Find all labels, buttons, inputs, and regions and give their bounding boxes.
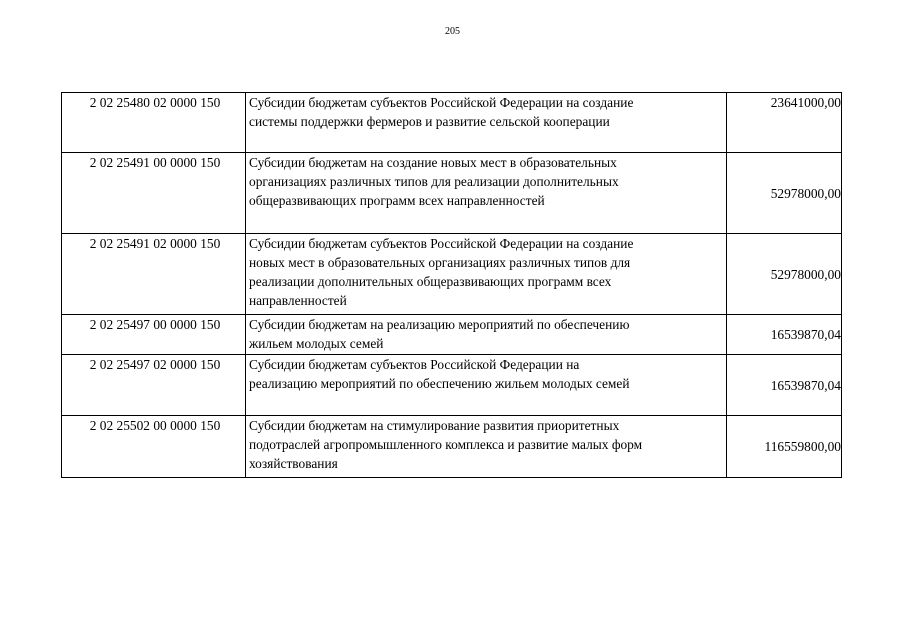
- description-line: Субсидии бюджетам субъектов Российской Федерации на создание: [249, 236, 634, 251]
- description-cell: [246, 355, 727, 416]
- description-line: Субсидии бюджетам субъектов Российской Федерации на создание: [249, 95, 634, 110]
- description-line: хозяйствования: [249, 456, 338, 471]
- table-row: [62, 153, 842, 234]
- budget-code-cell: 2 02 25491 02 0000 150: [62, 234, 246, 315]
- amount-cell: 16539870,04: [727, 355, 842, 416]
- budget-revenue-table: [61, 92, 842, 478]
- description-line: системы поддержки фермеров и развитие сельской кооперации: [249, 114, 610, 129]
- amount-cell: 16539870,04: [727, 315, 842, 355]
- table-row: [62, 315, 842, 355]
- description-cell: [246, 315, 727, 355]
- budget-code-cell: 2 02 25497 00 0000 150: [62, 315, 246, 355]
- budget-code-cell: 2 02 25497 02 0000 150: [62, 355, 246, 416]
- table-row: [62, 355, 842, 416]
- description-line: Субсидии бюджетам на создание новых мест в образовательных: [249, 155, 617, 170]
- description-line: подотраслей агропромышленного комплекса и развитие малых форм: [249, 437, 643, 452]
- description-line: организациях различных типов для реализации дополнительных: [249, 174, 619, 189]
- amount-cell: 116559800,00: [727, 416, 842, 478]
- table-row: [62, 416, 842, 478]
- description-cell: [246, 416, 727, 478]
- table-row: [62, 93, 842, 153]
- description-line: Субсидии бюджетам на реализацию мероприятий по обеспечению: [249, 317, 630, 332]
- description-line: Субсидии бюджетам на стимулирование развития приоритетных: [249, 418, 620, 433]
- description-cell: [246, 153, 727, 234]
- amount-cell: 52978000,00: [727, 234, 842, 315]
- budget-code-cell: 2 02 25502 00 0000 150: [62, 416, 246, 478]
- page-number: 205: [445, 26, 460, 37]
- description-line: жильем молодых семей: [249, 336, 384, 351]
- description-cell: [246, 234, 727, 315]
- description-line: общеразвивающих программ всех направленностей: [249, 193, 545, 208]
- budget-code-cell: 2 02 25491 00 0000 150: [62, 153, 246, 234]
- budget-code-cell: 2 02 25480 02 0000 150: [62, 93, 246, 153]
- description-line: Субсидии бюджетам субъектов Российской Федерации на: [249, 357, 580, 372]
- amount-cell: 52978000,00: [727, 153, 842, 234]
- table-row: [62, 234, 842, 315]
- table-body: [62, 93, 842, 478]
- description-line: реализацию мероприятий по обеспечению жильем молодых семей: [249, 376, 630, 391]
- description-cell: [246, 93, 727, 153]
- description-line: направленностей: [249, 293, 347, 308]
- description-line: новых мест в образовательных организациях различных типов для: [249, 255, 631, 270]
- description-line: реализации дополнительных общеразвивающих программ всех: [249, 274, 612, 289]
- amount-cell: 23641000,00: [727, 93, 842, 153]
